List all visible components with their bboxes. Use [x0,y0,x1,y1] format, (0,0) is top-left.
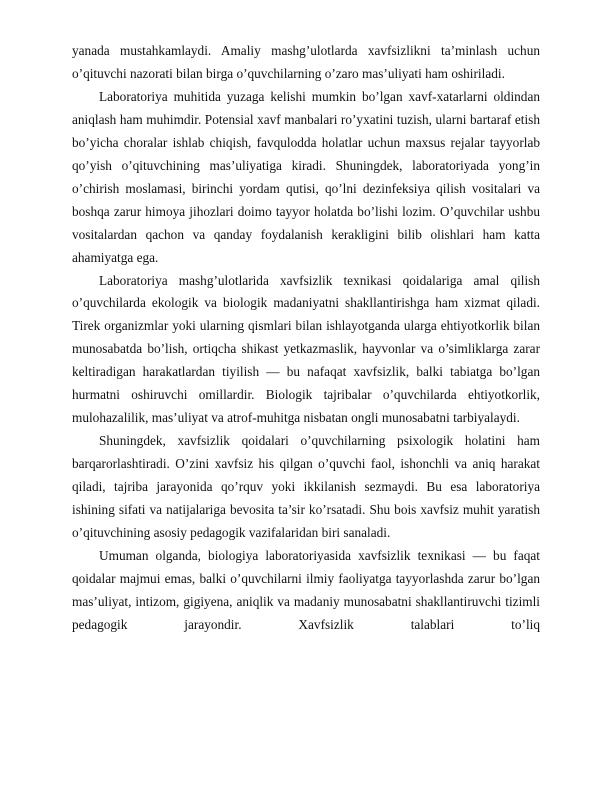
paragraph: Laboratoriya mashg’ulotlarida xavfsizlik texnikasi qoidalariga amal qilish o’quvchilarda ekologik va biologik madaniyatni shakllantirishga ham xizmat qiladi. Tirek organizmlar yoki ularning qismlari bilan ishlayotganda ularga ehtiyotkorlik bilan munosabatda bo’lish, ortiqcha shikast yetkazmaslik, hayvonlar va o’simliklarga zarar keltiradigan harakatlardan tiyilish — bu nafaqat xavfsizlik, balki tabiatga bo’lgan hurmatni oshiruvchi omillardir. Biologik tajribalar o’quvchilarda ehtiyotkorlik, mulohazalilik, mas’uliyat va atrof-muhitga nisbatan ongli munosabatni tarbiyalaydi. [72,272,540,426]
paragraph: Umuman olganda, biologiya laboratoriyasida xavfsizlik texnikasi — bu faqat qoidalar majmui emas, balki o’quvchilarni ilmiy faoliyatga tayyorlashda zarur bo’lgan mas’uliyat, intizom, gigiyena, aniqlik va madaniy munosabatni shakllantiruvchi tizimli pedagogik jarayondir. Xavfsizlik talablari to’liq [72,547,540,632]
paragraph: yanada mustahkamlaydi. Amaliy mashg’ulotlarda xavfsizlikni ta’minlash uchun o’qituvchi nazorati bilan birga o’quvchilarning o’zaro mas’uliyati ham oshiriladi. [72,43,540,81]
paragraph: Laboratoriya muhitida yuzaga kelishi mumkin bo’lgan xavf-xatarlarni oldindan aniqlash ham muhimdir. Potensial xavf manbalari ro’yxatini tuzish, ularni bartaraf etish bo’yicha choralar ishlab chiqish, favqulodda holatlar uchun maxsus rejalar tayyorlab qo’yish o’qituvchining mas’uliyatiga kiradi. Shuningdek, laboratoriyada yong’in o’chirish moslamasi, birinchi yordam qutisi, qo’lni dezinfeksiya qilish vositalari va boshqa zarur himoya jihozlari doimo tayyor holatda bo’lishi lozim. O’quvchilar ushbu vositalardan qachon va qanday foydalanish kerakligini bilib olishlari ham katta ahamiyatga ega. [72,88,540,265]
body-text [72,40,540,637]
paragraph: Shuningdek, xavfsizlik qoidalari o’quvchilarning psixologik holatini ham barqarorlashtiradi. O’zini xavfsiz his qilgan o’quvchi faol, ishonchli va aniq harakat qiladi, tajriba jarayonida qo’rquv yoki ikkilanish sezmaydi. Bu esa laboratoriya ishining sifati va natijalariga bevosita ta’sir ko’rsatadi. Shu bois xavfsiz muhit yaratish o’qituvchining asosiy pedagogik vazifalaridan biri sanaladi. [72,433,540,541]
